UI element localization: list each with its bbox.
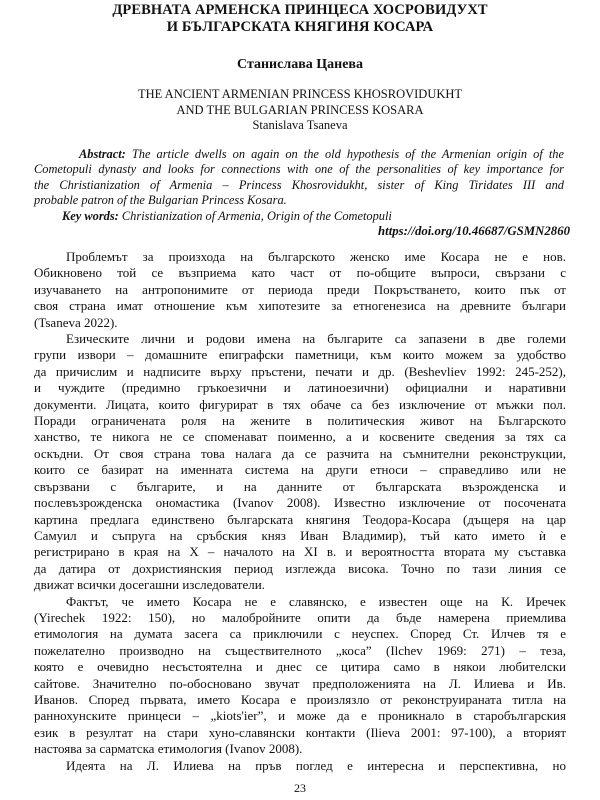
body-line: документи. Лицата, които фигурират в тях обаче са без изключение от мъжки пол. (34, 396, 566, 412)
body-line: своя страна имат отношение към хипотезите за етногенезиса на древните българи (34, 298, 566, 314)
body-line: свързвани с българите, и на данните от българската възрожденска и (34, 478, 566, 494)
body-line: групи извори – домашните епиграфски паметници, към които можем за удобство (34, 347, 566, 363)
body-line: Проблемът за произхода на българското женско име Косара не е нов. (66, 249, 566, 264)
keywords (62, 209, 392, 224)
body-line: раннохунските принцеси – „kiots'ier”, и може да е проникнало в старобългарския (34, 708, 566, 724)
abstract-line: Cometopuli dynasty and looks for connections with one of the personalities of key importance for (34, 162, 564, 177)
body-line: Обикновено той се възприема като част от по-общите въпроси, свързани с (34, 265, 566, 281)
body-line: Фактът, че името Косара не е славянско, е известен още на К. Иречек (66, 593, 566, 609)
body-line: картина предлага единствено българската княгиня Теодора-Косара (дъщеря на цар (34, 511, 566, 527)
author-bg: Станислава Цанева (237, 57, 363, 72)
body-line: Самуил и съпруга на сръбския княз Иван Владимир), тъй като името ѝ е (34, 527, 566, 543)
body-line: настоява за сарматска етимология (Ivanov 2008). (34, 741, 303, 757)
body-line: движат всички досегашни изследователи. (34, 577, 265, 593)
author-en: Stanislava Tsaneva (252, 118, 348, 132)
body-line: език в резултат на стари хуно-славянски контакти (Ilieva 2001: 97-100), а вторият (34, 724, 566, 740)
body-line: пожелателно производно на съществителното „коса” (Ilchev 1969: 271) – теза, (34, 642, 566, 658)
body-line: които се базират на именната система на други етноси – справедливо или не (34, 462, 566, 478)
body-line: изучаването на антропонимите от периода преди Покръстването, които пък от (34, 281, 566, 297)
doi-link[interactable]: https://doi.org/10.46687/GSMN2860 (378, 224, 570, 238)
body-line: оскъдни. От своя страна това налага да се разчита на съмнителни реконструкции, (34, 445, 566, 461)
body-line: регистрирано в края на X – началото на XI в. и вероятността втората му съставка (34, 544, 566, 560)
body-line: Иванов. Според първата, името Косара е произлязло от реконструираната титла на (34, 691, 566, 707)
abstract-line: probable patron of the Bulgarian Princess Kosara. (34, 192, 287, 207)
body-line: Поради ограничената роля на жените в политическия живот на Българското (34, 413, 566, 429)
title-bg-line-2: И БЪЛГАРСКАТА КНЯГИНЯ КОСАРА (166, 19, 434, 35)
abstract (34, 147, 564, 208)
body-line: да причислим и надписите върху пръстени, печати и др. (Beshevliev 1992: 245-252), (34, 363, 566, 379)
body-line: която е очевидно несъстоятелна и днес се цитира само в някои любителски (34, 659, 566, 675)
body-line: Идеята на Л. Илиева на пръв поглед е интересна и перспективна, но (66, 757, 566, 773)
body-line: етимология на думата засега са приключили с неуспех. Според Ст. Илчев тя е (34, 626, 566, 642)
title-bg-line-1: ДРЕВНАТА АРМЕНСКА ПРИНЦЕСА ХОСРОВИДУХТ (112, 2, 488, 18)
body-line: (Tsaneva 2022). (34, 314, 118, 330)
abstract-line: The article dwells on again on the old hypothesis of the Armenian origin of the (131, 147, 564, 161)
body-line: Езическите лични и родови имена на българите са запазени в две големи (66, 331, 566, 347)
body-line: (Yirechek 1922: 150), но малобройните опити да бъде намерена приемлива (34, 609, 566, 625)
title-en-line-2: AND THE BULGARIAN PRINCESS KOSARA (176, 103, 424, 117)
page-number: 23 (294, 781, 306, 795)
body-line: и чуждите (предимно гръкоезични и латиноезични) официални и наративни (34, 380, 566, 396)
body-line: послевъзрожденска ономастика (Ivanov 2008). Известно изключение от посочената (34, 495, 566, 511)
body-line: сайтове. Значително по-обосновано звучат предположенията на Л. Илиева и Ив. (34, 675, 566, 691)
abstract-label: Abstract: (79, 147, 126, 161)
body-text (34, 249, 566, 774)
keywords-label: Key words: (62, 209, 119, 223)
keywords-text: Christianization of Armenia, Origin of the Cometopuli (121, 209, 392, 223)
body-line: да датира от дохристиянския период изглежда висока. Точно по тази линия се (34, 560, 566, 576)
abstract-line: the Christianization of Armenia – Princess Khosrovidukht, sister of King Tiridates III and (34, 177, 564, 192)
body-line: ханство, те никога не се споменават поименно, а и косвените сведения за тях са (34, 429, 566, 445)
title-en-line-1: THE ANCIENT ARMENIAN PRINCESS KHOSROVIDUKHT (137, 87, 463, 101)
